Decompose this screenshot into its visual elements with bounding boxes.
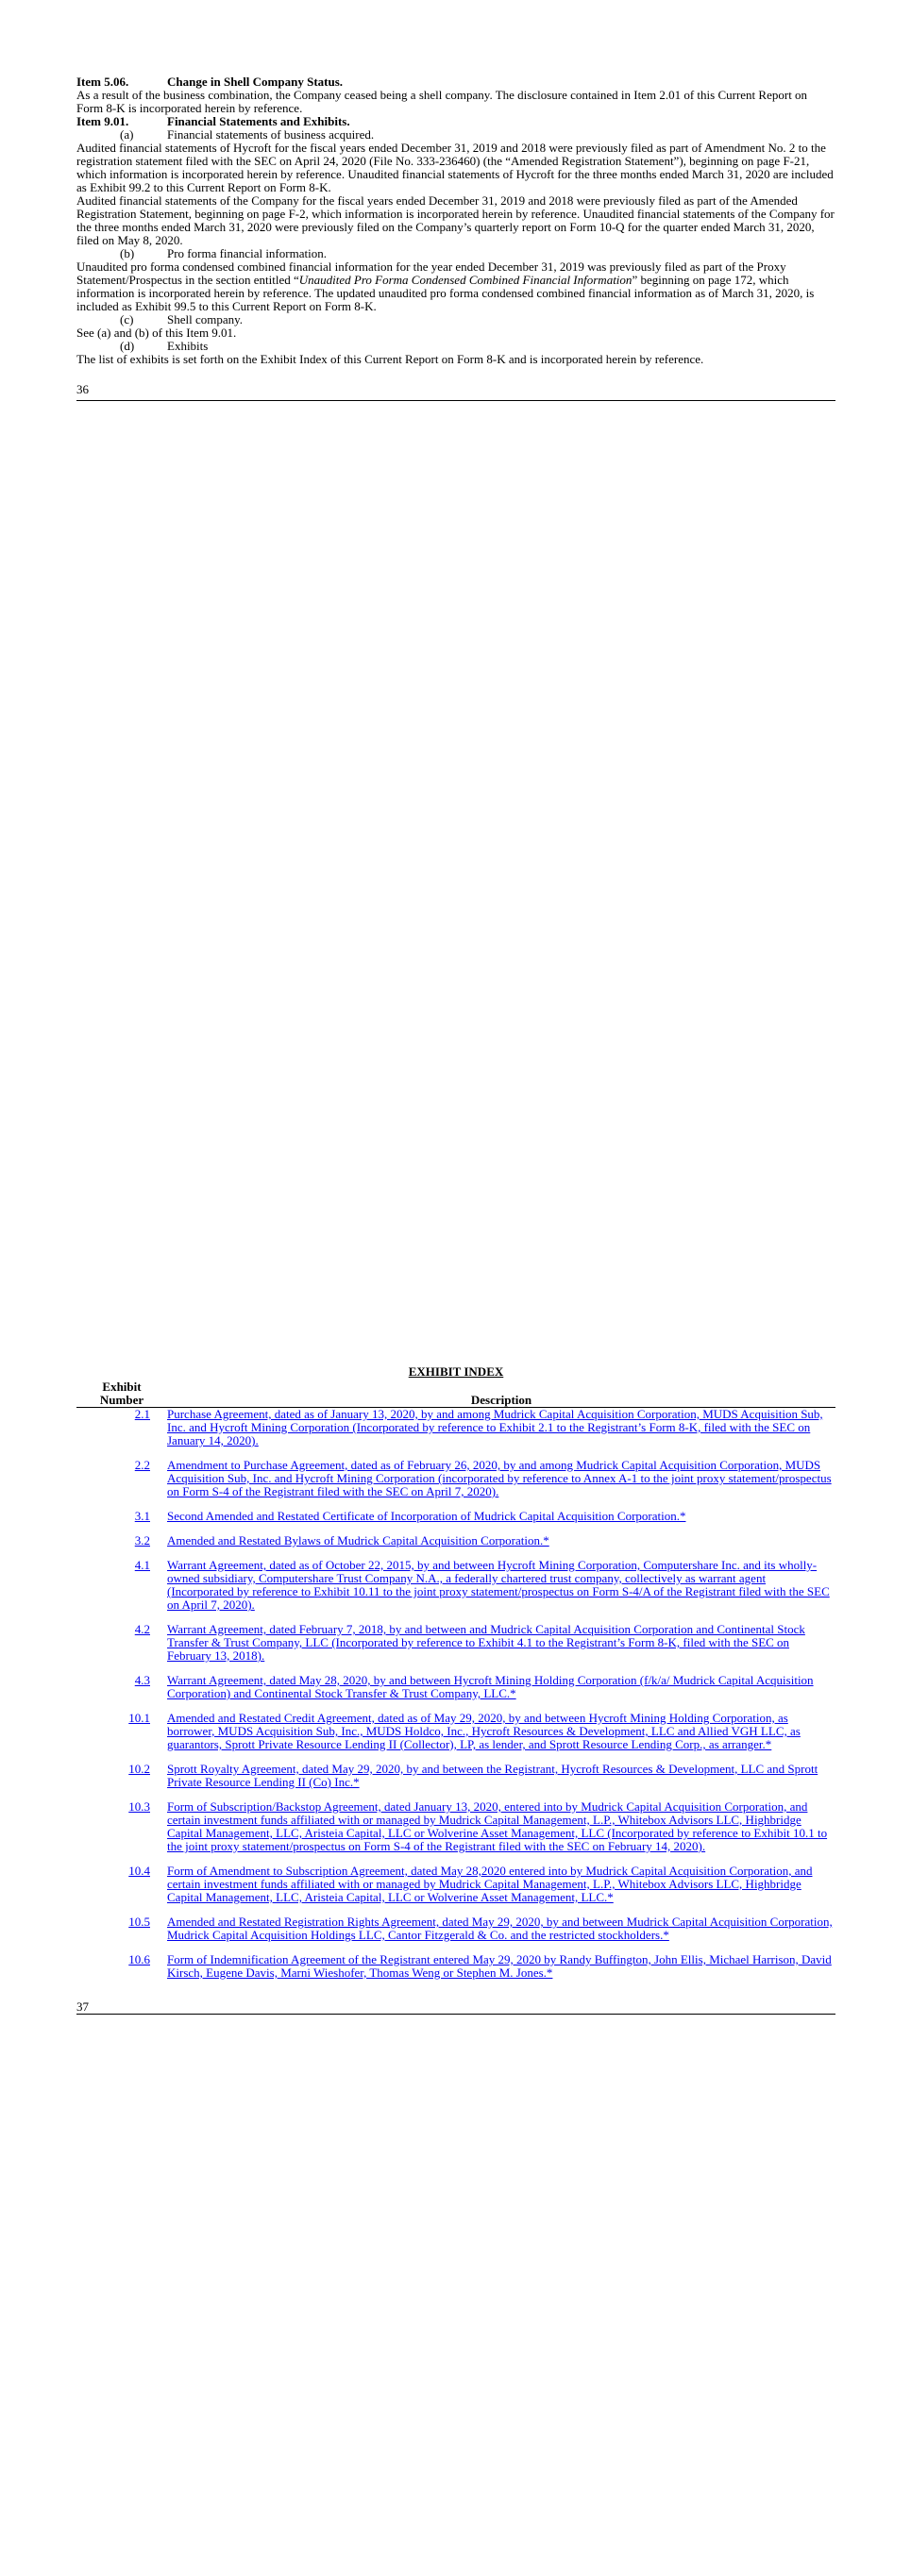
subsection-letter: (a) — [120, 127, 134, 142]
item-5-06-body: As a result of the business combination, the Company ceased being a shell company. The disclosure contained in Item 2.01 of this Current Report on Form 8-K is incorporated herein by reference. — [76, 88, 808, 115]
subsection-title: Financial statements of business acquired. — [167, 127, 375, 142]
exhibit-number-link[interactable]: 10.3 — [128, 1799, 150, 1814]
exhibit-number-link[interactable]: 10.4 — [128, 1864, 150, 1878]
exhibit-number-cell — [76, 1534, 167, 1547]
exhibit-description-link[interactable]: Amended and Restated Bylaws of Mudrick Capital Acquisition Corporation.* — [167, 1533, 549, 1547]
exhibit-description-cell — [167, 1915, 835, 1942]
exhibit-table — [76, 1380, 835, 1980]
exhibit-row — [76, 1763, 835, 1789]
paragraph-b1-pre: Unaudited pro forma condensed combined financial information for the year ended December 31, 2019 was previously filed as part of the Proxy Statement/Prospectus in the section entitled “ — [76, 259, 786, 287]
paragraph-a1: Audited financial statements of Hycroft for the fiscal years ended December 31, 2019 and 2018 were previously filed as part of Amendment No. 2 to the registration statement filed with the SEC on April 24, 2020 (File No. 333-236460) (the “Amended Registration Statement”), beginning on page F-21, which information is incorporated herein by reference. Unaudited financial statements of Hycroft for the three months ended March 31, 2020 are included as Exhibit 99.2 to this Current Report on Form 8-K. — [76, 141, 834, 194]
item-title: Change in Shell Company Status. — [167, 75, 344, 89]
page-37 — [76, 1365, 835, 2015]
page-divider — [76, 400, 835, 401]
exhibit-number-cell — [76, 1915, 167, 1942]
exhibit-number-cell — [76, 1763, 167, 1789]
exhibit-row — [76, 1623, 835, 1663]
exhibit-number-link[interactable]: 2.1 — [134, 1407, 150, 1421]
exhibit-row — [76, 1865, 835, 1904]
exhibit-row — [76, 1408, 835, 1448]
paragraph-b1-post: ” beginning on page 172, which information is incorporated herein by reference. The updated unaudited pro forma condensed combined financial information as of March 31, 2020, is included as Exhibit 99.5 to this Current Report on Form 8-K. — [76, 273, 815, 313]
exhibit-number-header — [76, 1380, 167, 1408]
item-9-01-heading — [76, 115, 835, 128]
exhibit-number-link[interactable]: 10.5 — [128, 1915, 150, 1929]
exhibit-number-cell — [76, 1459, 167, 1498]
exhibit-description-link[interactable]: Amended and Restated Registration Rights Agreement, dated May 29, 2020, by and between Mudrick Capital Acquisition Corporation, Mudrick Capital Acquisition Holdings LLC, Cantor Fitzgerald & Co. and the restricted stockholders.* — [167, 1915, 833, 1942]
exhibit-number-link[interactable]: 3.2 — [134, 1533, 150, 1547]
exhibit-number-cell — [76, 1953, 167, 1980]
subsection-a-heading — [76, 128, 835, 142]
exhibit-number-link[interactable]: 4.2 — [134, 1622, 150, 1636]
exhibit-description-cell — [167, 1510, 835, 1523]
exhibit-description-cell — [167, 1408, 835, 1448]
item-title: Financial Statements and Exhibits. — [167, 114, 350, 128]
item-5-06-heading — [76, 75, 835, 89]
exhibit-description-link[interactable]: Warrant Agreement, dated as of October 22, 2015, by and between Hycroft Mining Corporation, Computershare Inc. and its wholly-owned subsidiary, Computershare Trust Company N.A., a federally chartered trust company, collectively as warrant agent (Incorporated by reference to Exhibit 10.11 to the joint proxy statement/prospectus on Form S-4/A of the Registrant filed with the SEC on April 7, 2020). — [167, 1558, 830, 1612]
paragraph-d1: The list of exhibits is set forth on the Exhibit Index of this Current Report on Form 8-K and is incorporated herein by reference. — [76, 352, 704, 366]
exhibit-description-cell — [167, 1712, 835, 1751]
subsection-letter: (d) — [120, 339, 135, 353]
exhibit-description-cell — [167, 1534, 835, 1547]
paragraph-b1-italic: Unaudited Pro Forma Condensed Combined Financial Information — [298, 273, 633, 287]
exhibit-description-link[interactable]: Amendment to Purchase Agreement, dated as of February 26, 2020, by and among Mudrick Capital Acquisition Corporation, MUDS Acquisition Sub, Inc. and Hycroft Mining Corporation (incorporated by reference to Annex A-1 to the joint proxy statement/prospectus on Form S-4 of the Registrant filed with the SEC on April 7, 2020). — [167, 1458, 832, 1498]
page-divider — [76, 2014, 835, 2015]
exhibit-row — [76, 1559, 835, 1612]
exhibit-row — [76, 1510, 835, 1523]
exhibit-description-cell — [167, 1865, 835, 1904]
exhibit-row — [76, 1915, 835, 1942]
paragraph-c1: See (a) and (b) of this Item 9.01. — [76, 326, 237, 340]
exhibit-description-link[interactable]: Sprott Royalty Agreement, dated May 29, 2020, by and between the Registrant, Hycroft Resources & Development, LLC and Sprott Private Resource Lending II (Co) Inc.* — [167, 1762, 818, 1789]
exhibit-row — [76, 1953, 835, 1980]
exhibit-description-cell — [167, 1559, 835, 1612]
exhibit-number-cell — [76, 1623, 167, 1663]
exhibit-number-cell — [76, 1800, 167, 1853]
item-number: Item 5.06. — [76, 75, 129, 89]
exhibit-description-link[interactable]: Form of Amendment to Subscription Agreement, dated May 28,2020 entered into by Mudrick Capital Acquisition Corporation, and certain investment funds affiliated with or managed by Mudrick Capital Management, L.P., Whitebox Advisors LLC, Highbridge Capital Management, LLC, Aristeia Capital, LLC or Wolverine Asset Management, LLC.* — [167, 1864, 813, 1904]
page-number: 37 — [76, 1999, 89, 2014]
subsection-letter: (b) — [120, 246, 135, 260]
exhibit-description-link[interactable]: Purchase Agreement, dated as of January 13, 2020, by and among Mudrick Capital Acquisition Corporation, MUDS Acquisition Sub, Inc. and Hycroft Mining Corporation (Incorporated by reference to Exhibit 2.1 to the Registrant’s Form 8-K, filed with the SEC on January 14, 2020). — [167, 1407, 823, 1447]
exhibit-number-link[interactable]: 10.1 — [128, 1711, 150, 1725]
subsection-title: Shell company. — [167, 312, 244, 326]
exhibit-description-link[interactable]: Warrant Agreement, dated May 28, 2020, by and between Hycroft Mining Holding Corporation (f/k/a/ Mudrick Capital Acquisition Corporation) and Continental Stock Transfer & Trust Company, LLC.* — [167, 1673, 814, 1700]
item-number: Item 9.01. — [76, 114, 129, 128]
exhibit-number-cell — [76, 1674, 167, 1700]
exhibit-row — [76, 1459, 835, 1498]
subsection-title: Pro forma financial information. — [167, 246, 327, 260]
exhibit-number-cell — [76, 1510, 167, 1523]
exhibit-number-cell — [76, 1408, 167, 1448]
exhibit-description-link[interactable]: Second Amended and Restated Certificate of Incorporation of Mudrick Capital Acquisition Corporation.* — [167, 1509, 686, 1523]
exhibit-row — [76, 1800, 835, 1853]
exhibit-number-link[interactable]: 3.1 — [134, 1509, 150, 1523]
subsection-c-heading — [76, 313, 835, 326]
exhibit-number-link[interactable]: 10.6 — [128, 1952, 150, 1966]
exhibit-description-cell — [167, 1800, 835, 1853]
subsection-d-heading — [76, 340, 835, 353]
exhibit-description-cell — [167, 1623, 835, 1663]
subsection-letter: (c) — [120, 312, 134, 326]
description-header: Description — [470, 1393, 532, 1407]
exhibit-row — [76, 1534, 835, 1547]
subsection-title: Exhibits — [167, 339, 209, 353]
exhibit-description-cell — [167, 1763, 835, 1789]
exhibit-description-link[interactable]: Amended and Restated Credit Agreement, dated as of May 29, 2020, by and between Hycroft Mining Holding Corporation, as borrower, MUDS Acquisition Sub, Inc., MUDS Holdco, Inc., Hycroft Resources & Development, LLC and Allied VGH LLC, as guarantors, Sprott Private Resource Lending II (Collector), LP, as lender, and Sprott Resource Lending Corp., as arranger.* — [167, 1711, 801, 1751]
paragraph-b1 — [76, 260, 835, 313]
page-number: 36 — [76, 382, 89, 396]
exhibit-description-link[interactable]: Form of Subscription/Backstop Agreement, dated January 13, 2020, entered into by Mudrick Capital Acquisition Corporation, and certain investment funds affiliated with or managed by Mudrick Capital Management, L.P., Whitebox Advisors LLC, Highbridge Capital Management, LLC, Aristeia Capital, LLC or Wolverine Asset Management, LLC (Incorporated by reference to Exhibit 10.1 to the joint proxy statement/prospectus on Form S-4 of the Registrant filed with the SEC on February 14, 2020). — [167, 1799, 828, 1853]
exhibit-number-link[interactable]: 10.2 — [128, 1762, 150, 1776]
exhibit-number-link[interactable]: 2.2 — [134, 1458, 150, 1472]
exhibit-index-title: EXHIBIT INDEX — [408, 1364, 504, 1379]
exhibit-number-header-line2: Number — [99, 1393, 144, 1407]
exhibit-description-cell — [167, 1674, 835, 1700]
subsection-b-heading — [76, 247, 835, 260]
exhibit-description-link[interactable]: Warrant Agreement, dated February 7, 2018, by and between and Mudrick Capital Acquisition Corporation and Continental Stock Transfer & Trust Company, LLC (Incorporated by reference to Exhibit 4.1 to the Registrant’s Form 8-K, filed with the SEC on February 13, 2018). — [167, 1622, 805, 1663]
exhibit-number-cell — [76, 1865, 167, 1904]
exhibit-number-cell — [76, 1712, 167, 1751]
page-36 — [76, 75, 835, 401]
exhibit-row — [76, 1674, 835, 1700]
exhibit-number-cell — [76, 1559, 167, 1612]
exhibit-description-cell — [167, 1953, 835, 1980]
exhibit-number-header-line1: Exhibit — [102, 1380, 142, 1394]
paragraph-a2: Audited financial statements of the Company for the fiscal years ended December 31, 2019 and 2018 were previously filed as part of the Amended Registration Statement, beginning on page F-2, which information is incorporated herein by reference. Unaudited financial statements of the Company for the three months ended March 31, 2020 were previously filed on the Company’s quarterly report on Form 10-Q for the quarter ended March 31, 2020, filed on May 8, 2020. — [76, 193, 835, 247]
exhibit-description-link[interactable]: Form of Indemnification Agreement of the Registrant entered May 29, 2020 by Randy Buffington, John Ellis, Michael Harrison, David Kirsch, Eugene Davis, Marni Wieshofer, Thomas Weng or Stephen M. Jones.* — [167, 1952, 832, 1980]
exhibit-description-cell — [167, 1459, 835, 1498]
exhibit-number-link[interactable]: 4.3 — [134, 1673, 150, 1687]
exhibit-number-link[interactable]: 4.1 — [134, 1558, 150, 1572]
exhibit-table-header — [76, 1380, 835, 1408]
exhibit-row — [76, 1712, 835, 1751]
